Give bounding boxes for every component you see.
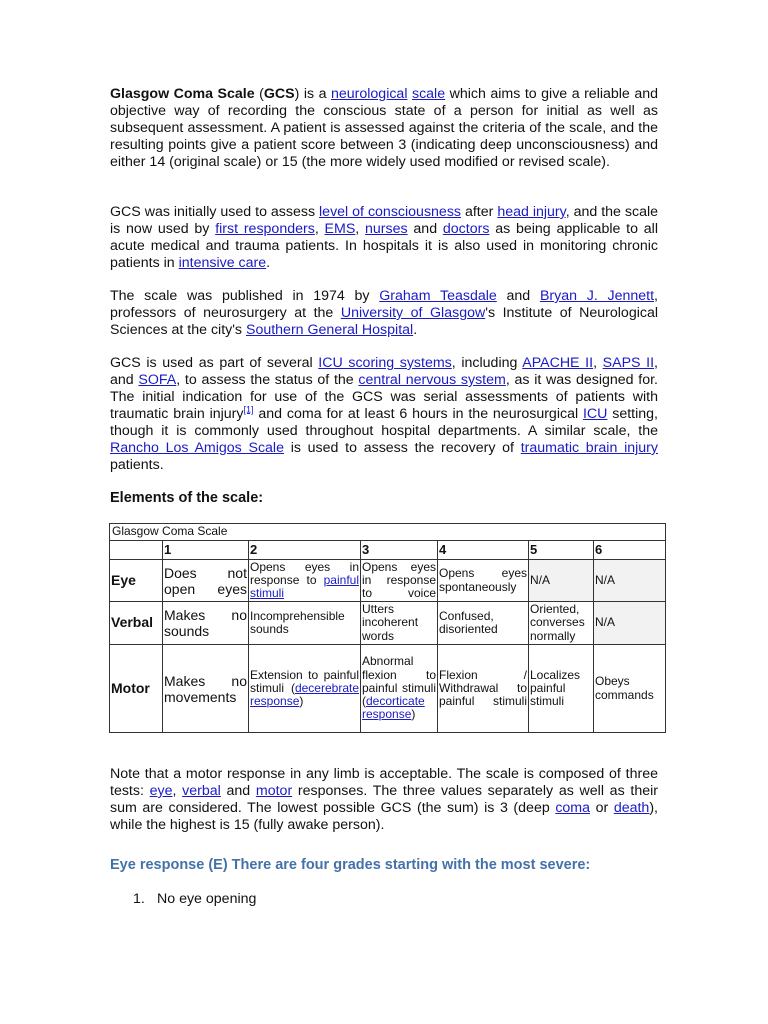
row-label: Verbal bbox=[110, 602, 163, 645]
link-level-of-consciousness[interactable]: level of consciousness bbox=[319, 204, 462, 220]
table-row-verbal bbox=[110, 602, 666, 645]
text: , bbox=[355, 221, 366, 237]
text: , to assess the status of the bbox=[176, 372, 359, 388]
link-decerebrate-response[interactable]: decerebrate response bbox=[250, 680, 359, 709]
table-cell: Makes no sounds bbox=[163, 602, 249, 645]
header-cell: 5 bbox=[529, 541, 594, 560]
table-row-motor bbox=[110, 645, 666, 733]
text: and bbox=[496, 288, 540, 304]
table-cell bbox=[249, 645, 361, 733]
text: which aims to give a reliable and objective way of recording the conscious state of a person for initial as well as subsequent assessment. A patient is assessed against the criteria of the scale, and the resulting points give a patient score between 3 (indicating deep unconsciousness) and either 14 (original scale) or 15 (the more widely used modified or revised scale). bbox=[110, 86, 658, 170]
link-decorticate-response[interactable]: decorticate response bbox=[362, 694, 425, 722]
text: , bbox=[593, 355, 603, 371]
text: ), while the highest is 15 (fully awake person). bbox=[110, 800, 658, 833]
link-doctors[interactable]: doctors bbox=[442, 221, 490, 237]
text: and coma for at least 6 hours in the neurosurgical bbox=[253, 406, 583, 422]
text: , bbox=[172, 783, 183, 799]
link-ems[interactable]: EMS bbox=[324, 221, 356, 237]
text: and bbox=[220, 783, 256, 799]
text: patients. bbox=[110, 457, 164, 473]
text: responses. The three values separately as well as their sum are considered. The lowest possible GCS (the sum) is 3 (deep bbox=[110, 783, 658, 816]
link-intensive-care[interactable]: intensive care bbox=[178, 255, 267, 271]
link-bryan-jennett[interactable]: Bryan J. Jennett bbox=[539, 288, 655, 304]
text: after bbox=[461, 204, 498, 220]
text: , and the scale is now used by bbox=[110, 204, 659, 237]
text: GCS was initially used to assess bbox=[110, 204, 320, 220]
link-icu[interactable]: ICU bbox=[582, 406, 608, 422]
scoring-paragraph bbox=[110, 355, 658, 474]
table-cell: Localizes painful stimuli bbox=[529, 645, 594, 733]
gcs-table bbox=[109, 523, 666, 733]
link-apache-ii[interactable]: APACHE II bbox=[522, 355, 594, 371]
link-traumatic-brain-injury[interactable]: traumatic brain injury bbox=[520, 440, 658, 456]
table-cell: Utters incoherent words bbox=[361, 602, 438, 645]
link-neurological[interactable]: neurological bbox=[330, 86, 408, 102]
text: ) bbox=[299, 694, 304, 709]
table-row-eye bbox=[110, 560, 666, 602]
table-cell: Makes no movements bbox=[163, 645, 249, 733]
text: and bbox=[407, 221, 443, 237]
text: GCS is used as part of several bbox=[110, 355, 319, 371]
text: Opens eyes in response to bbox=[250, 559, 359, 587]
text: is used to assess the recovery of bbox=[283, 440, 521, 456]
text: Abnormal flexion to painful stimuli ( bbox=[362, 654, 436, 709]
text: 's Institute of Neurological Sciences at the city's bbox=[110, 305, 658, 338]
link-nurses[interactable]: nurses bbox=[365, 221, 408, 237]
text: or bbox=[590, 800, 614, 816]
table-caption-row bbox=[110, 524, 666, 541]
text: setting, though it is commonly used throughout hospital departments. A similar scale, the bbox=[110, 406, 659, 439]
abbr-bold: GCS bbox=[263, 86, 295, 102]
table-cell: Confused, disoriented bbox=[438, 602, 529, 645]
header-empty bbox=[110, 541, 163, 560]
link-university-of-glasgow[interactable]: University of Glasgow bbox=[340, 305, 486, 321]
eye-response-heading: Eye response (E) There are four grades starting with the most severe: bbox=[110, 857, 591, 873]
link-central-nervous-system[interactable]: central nervous system bbox=[358, 372, 506, 388]
text: . bbox=[266, 255, 271, 271]
table-cell: Oriented, converses normally bbox=[529, 602, 594, 645]
text: ) bbox=[411, 707, 416, 722]
link-southern-general-hospital[interactable]: Southern General Hospital bbox=[245, 322, 414, 338]
text: Note that a motor response in any limb is acceptable. The scale is composed of three tests: bbox=[110, 766, 658, 799]
note-paragraph bbox=[110, 766, 658, 834]
link-saps-ii[interactable]: SAPS II bbox=[602, 355, 655, 371]
usage-paragraph bbox=[110, 204, 658, 272]
link-sofa[interactable]: SOFA bbox=[138, 372, 177, 388]
eye-response-list bbox=[133, 891, 256, 907]
link-coma[interactable]: coma bbox=[555, 800, 591, 816]
table-caption: Glasgow Coma Scale bbox=[110, 524, 666, 541]
text: , as it was designed for. The initial indication for use of the GCS was serial assessments of patients with traumatic brain injury bbox=[110, 372, 658, 422]
history-paragraph bbox=[110, 288, 658, 339]
text: , including bbox=[451, 355, 523, 371]
table-cell: Incomprehensible sounds bbox=[249, 602, 361, 645]
text: ( bbox=[254, 86, 264, 102]
link-graham-teasdale[interactable]: Graham Teasdale bbox=[379, 288, 497, 304]
link-motor[interactable]: motor bbox=[255, 783, 293, 799]
link-rancho-los-amigos-scale[interactable]: Rancho Los Amigos Scale bbox=[110, 440, 284, 456]
link-icu-scoring-systems[interactable]: ICU scoring systems bbox=[318, 355, 452, 371]
text: , bbox=[314, 221, 325, 237]
table-cell: Opens eyes in response to voice bbox=[362, 559, 436, 601]
text: . bbox=[413, 322, 418, 338]
row-label: Motor bbox=[110, 645, 163, 733]
table-cell: N/A bbox=[529, 560, 594, 602]
link-head-injury[interactable]: head injury bbox=[497, 204, 566, 220]
text: as being applicable to all acute medical and trauma patients. In hospitals it is also used in monitoring chronic patients in bbox=[110, 221, 658, 271]
link-eye[interactable]: eye bbox=[149, 783, 173, 799]
link-first-responders[interactable]: first responders bbox=[215, 221, 315, 237]
link-death[interactable]: death bbox=[613, 800, 650, 816]
header-cell: 4 bbox=[438, 541, 529, 560]
table-cell: Flexion / Withdrawal to painful stimuli bbox=[438, 645, 529, 733]
text: Extension to painful stimuli ( bbox=[250, 667, 359, 695]
header-cell: 6 bbox=[594, 541, 666, 560]
header-cell: 1 bbox=[163, 541, 249, 560]
header-cell: 2 bbox=[249, 541, 361, 560]
link-painful-stimuli[interactable]: painful stimuli bbox=[250, 572, 359, 601]
table-cell: N/A bbox=[594, 560, 666, 602]
list-item bbox=[133, 891, 256, 907]
list-text: No eye opening bbox=[157, 891, 257, 907]
text: , professors of neurosurgery at the bbox=[110, 288, 658, 321]
row-label: Eye bbox=[110, 560, 163, 602]
list-number: 1. bbox=[133, 891, 145, 907]
table-cell bbox=[249, 560, 361, 602]
text: , and bbox=[110, 355, 658, 388]
table-cell: N/A bbox=[594, 602, 666, 645]
table-cell: Does not open eyes bbox=[163, 560, 249, 602]
table-header-row bbox=[110, 541, 666, 560]
intro-paragraph bbox=[110, 86, 658, 171]
text: The scale was published in 1974 by bbox=[110, 288, 380, 304]
reference-link[interactable]: [1] bbox=[243, 404, 254, 415]
header-cell: 3 bbox=[361, 541, 438, 560]
link-verbal[interactable]: verbal bbox=[182, 783, 221, 799]
link-scale[interactable]: scale bbox=[411, 86, 446, 102]
term-bold: Glasgow Coma Scale bbox=[110, 86, 255, 102]
table-cell: Opens eyes spontaneously bbox=[438, 560, 529, 602]
table-cell bbox=[361, 645, 438, 733]
text: ) is a bbox=[294, 86, 331, 102]
elements-heading: Elements of the scale: bbox=[110, 490, 264, 506]
table-cell: Obeys commands bbox=[594, 645, 666, 733]
